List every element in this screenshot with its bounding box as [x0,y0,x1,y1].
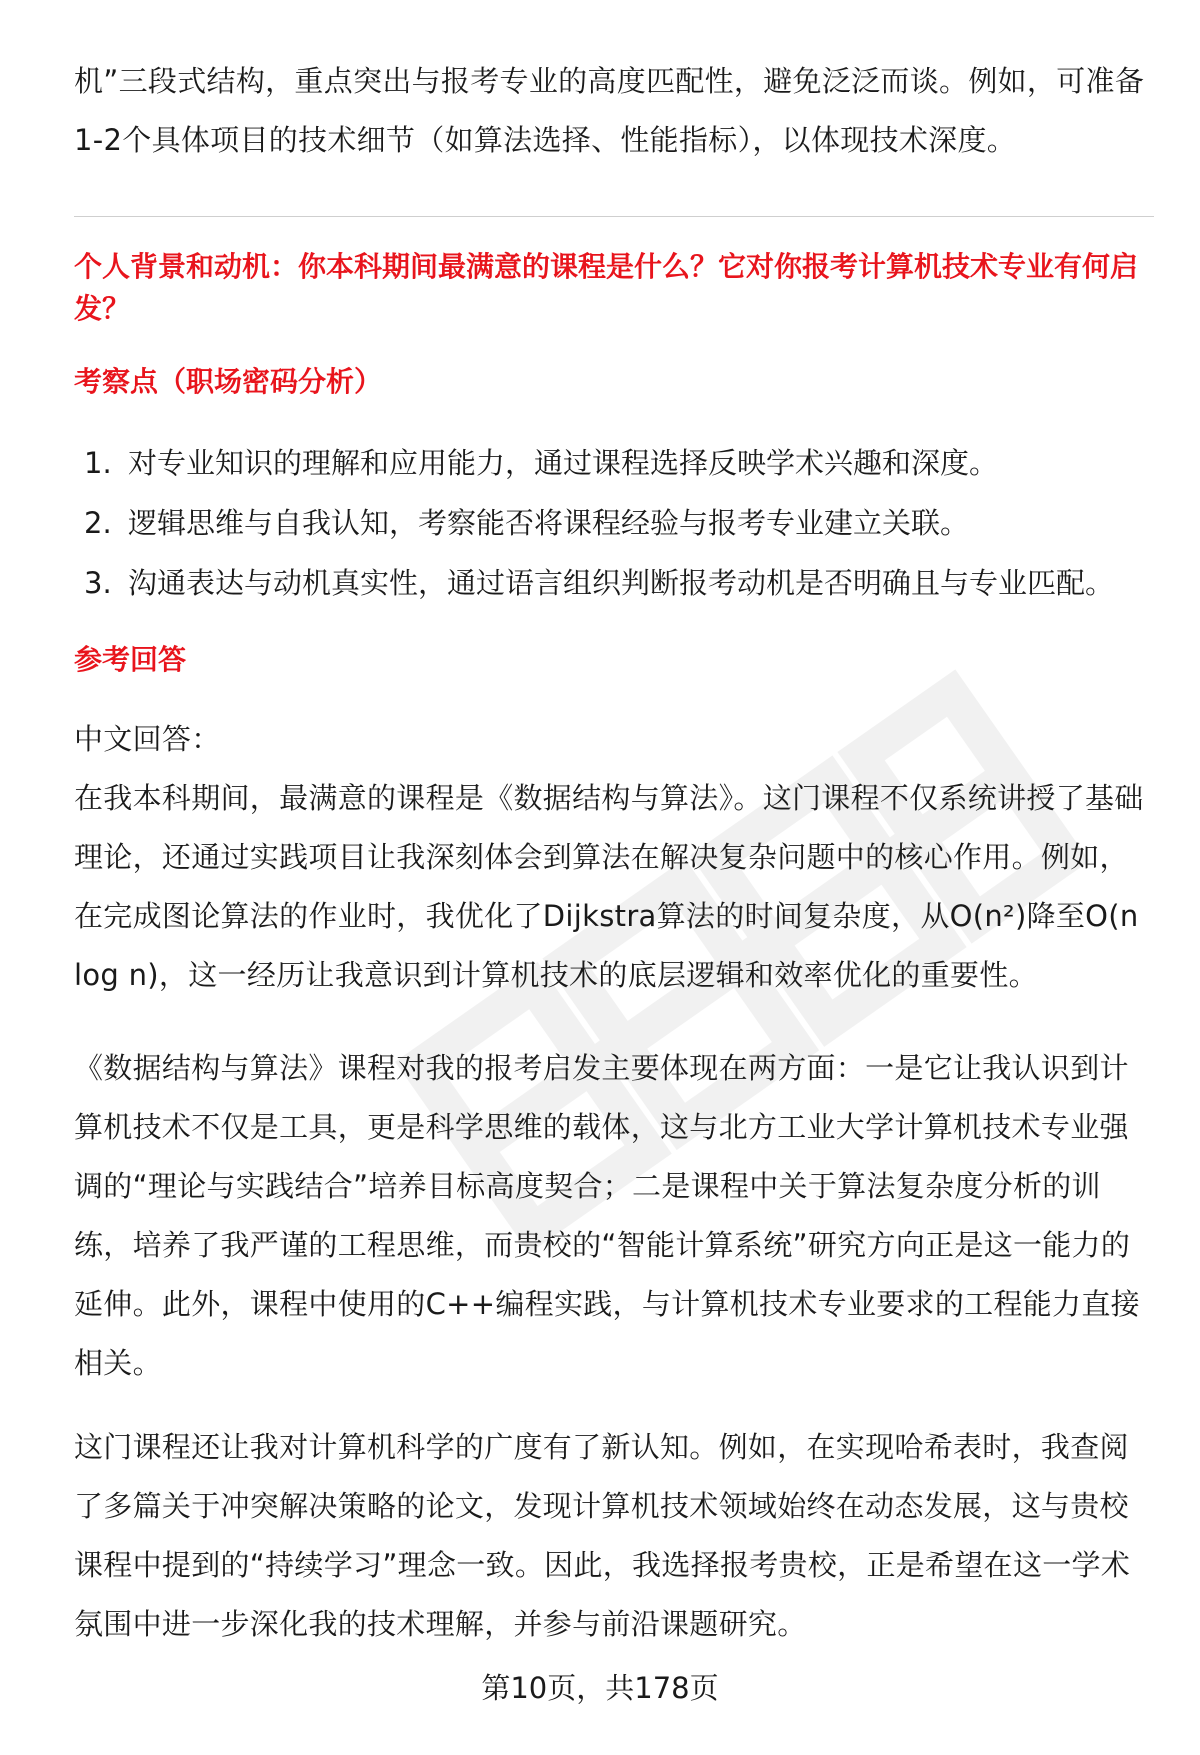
list-item-number: 1. [84,446,112,480]
list-item-number: 3. [84,566,112,600]
list-item [74,433,1154,493]
answer-paragraph-2: 《数据结构与算法》课程对我的报考启发主要体现在两方面：一是它让我认识到计算机技术不仅是工具，更是科学思维的载体，这与北方工业大学计算机技术专业强调的“理论与实践结合”培养目标高度契合；二是课程中关于算法复杂度分析的训练，培养了我严谨的工程思维，而贵校的“智能计算系统”研究方向正是这一能力的延伸。此外，课程中使用的C++编程实践，与计算机技术专业要求的工程能力直接相关。 [74,1051,1140,1380]
reference-answer-heading: 参考回答 [74,643,187,676]
page-number-footer: 第10页，共178页 [481,1671,719,1705]
answer-paragraph-1: 在我本科期间，最满意的课程是《数据结构与算法》。这门课程不仅系统讲授了基础理论，还通过实践项目让我深刻体会到算法在解决复杂问题中的核心作用。例如，在完成图论算法的作业时，我优化了Dijkstra算法的时间复杂度，从O(n²)降至O(n log n)，这一经历让我意识到计算机技术的底层逻辑和效率优化的重要性。 [74,781,1144,992]
list-item-text: 沟通表达与动机真实性，通过语言组织判断报考动机是否明确且与专业匹配。 [128,566,1115,600]
intro-paragraph: 机”三段式结构，重点突出与报考专业的高度匹配性，避免泛泛而谈。例如，可准备1-2个具体项目的技术细节（如算法选择、性能指标），以体现技术深度。 [74,64,1145,157]
list-item-number: 2. [84,506,112,540]
exam-points-list [74,433,1154,613]
list-item-text: 对专业知识的理解和应用能力，通过课程选择反映学术兴趣和深度。 [128,446,999,480]
answer-paragraph-3: 这门课程还让我对计算机科学的广度有了新认知。例如，在实现哈希表时，我查阅了多篇关于冲突解决策略的论文，发现计算机技术领域始终在动态发展，这与贵校课程中提到的“持续学习”理念一致。因此，我选择报考贵校，正是希望在这一学术氛围中进一步深化我的技术理解，并参与前沿课题研究。 [74,1430,1131,1641]
list-item-text: 逻辑思维与自我认知，考察能否将课程经验与报考专业建立关联。 [128,506,970,540]
list-item [74,493,1154,553]
section-divider [74,216,1154,217]
question-heading: 个人背景和动机：你本科期间最满意的课程是什么？它对你报考计算机技术专业有何启发？ [74,250,1139,325]
chinese-answer-label: 中文回答： [74,722,221,756]
list-item [74,553,1154,613]
exam-points-heading: 考察点（职场密码分析） [74,365,383,398]
